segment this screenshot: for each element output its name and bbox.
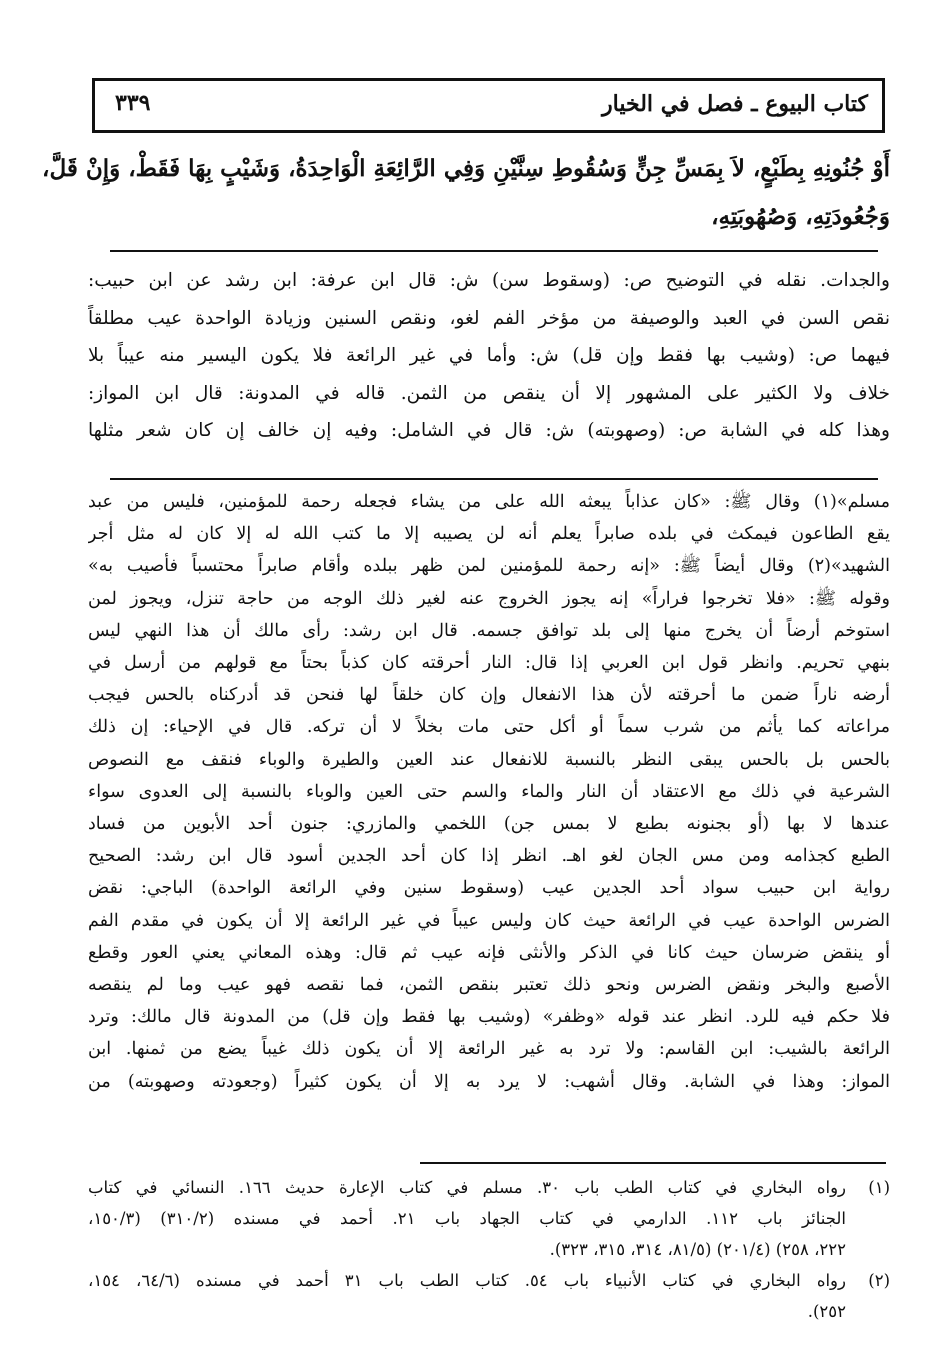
footnote-2	[88, 1265, 890, 1327]
footnote-line: ٢٥٢).	[807, 1302, 846, 1321]
footnote-number: (٢)	[868, 1271, 890, 1290]
gloss-line: بنهي تحريم. وانظر قول ابن العربي إذا قال: النار أحرقته كان كذباً بحتاً مع قولهم من أرسل في	[88, 653, 890, 674]
running-header	[92, 78, 885, 133]
divider-commentary-gloss	[110, 478, 878, 480]
chapter-title: كتاب البيوع ـ فصل في الخيار	[602, 91, 868, 117]
gloss-line: مراعاته كما يأثم من شرب سماً أو أكل حتى مات بخلاً لا أن تركه. قال في الإحياء: إن ذلك	[88, 717, 890, 738]
gloss-line: الضرس الواحدة عيب في الرائعة حيث كان وليس عيباً في غير الرائعة إلا أن يكون في مقدم الفم	[88, 910, 890, 931]
footnote-number: (١)	[868, 1178, 890, 1197]
gloss-line: مسلم»(١) وقال ﷺ: «كان عذاباً يبعثه الله على من يشاء فجعله رحمة للمؤمنين، فليس من عبد	[88, 492, 890, 512]
gloss-line: استوخم أرضاً أن يخرج منها إلى بلد توافق جسمه. قال ابن رشد: رأى مالك أن هذا النهي ليس	[88, 620, 890, 641]
gloss-text	[88, 486, 890, 1098]
main-text-line: وَجُعُودَتِهِ، وَصُهُوبَتِهِ،	[711, 203, 890, 230]
footnote-1	[88, 1172, 890, 1265]
footnote-line: الجنائز باب ١١٢. الدارمي في كتاب الجهاد باب ٢١. أحمد في مسنده (٣١٠/٢) (١٥٠/٣،	[88, 1209, 846, 1228]
footnote-separator	[420, 1162, 886, 1164]
gloss-line: الرائعة بالشيب: ابن القاسم: ولا ترد به غير الرائعة إلا أن يكون ذلك غيباً يضع من ثمنها. ابن	[88, 1039, 890, 1060]
gloss-line: الأصبع والبخر ونقض الضرس ونحو ذلك تعتبر بنقص الثمن، فما نقصه فهو عيب وما لم ينقصه	[88, 975, 890, 996]
gloss-line: الشهيد»(٢) وقال أيضاً ﷺ: «إنه رحمة للمؤمنين لمن ظهر ببلده وأقام صابراً محتسباً فأصيب به»	[88, 556, 890, 577]
gloss-line: المواز: وهذا في الشابة. وقال أشهب: لا يرد به إلا أن يكون كثيراً (وجعودته وصهوبته) من	[88, 1071, 890, 1092]
gloss-line: رواية ابن حبيب سواد أحد الجدين عيب (وسقوط سنين وفي الرائعة الواحدة) الباجي: نقض	[88, 878, 890, 899]
gloss-line: أو ينقض ضرسان حيث كانا في الذكر والأنثى فإنه عيب ثم قال: وهذه المعاني يعني العور وقطع	[88, 942, 890, 963]
gloss-line: عندها لا بها (أو بجنونه بطبع لا بمس جن) اللخمي والمازري: جنون أحد الأبوين من فساد	[88, 814, 890, 835]
gloss-line: الطبع كجذامه ومن مس الجان لغو اهـ. انظر إذا كان أحد الجدين أسود قال ابن رشد: الصحيح	[88, 846, 890, 867]
commentary-text	[88, 262, 890, 450]
divider-main-commentary	[110, 250, 878, 252]
footnote-line: رواه البخاري في كتاب الطب باب ٣٠. مسلم في كتاب الإعارة حديث ١٦٦. النسائي في كتاب	[88, 1178, 846, 1197]
footnote-line: ٢٢٢، ٢٥٨) (٢٠١/٤) (٨١/٥، ٣١٤، ٣١٥، ٣٢٣).	[549, 1240, 846, 1259]
page-number: ٣٣٩	[115, 90, 151, 116]
gloss-line: يقع الطاعون فيمكث في بلده صابراً يعلم أنه لن يصيبه إلا ما كتب الله له إلا كان له مثل أجر	[88, 524, 890, 545]
commentary-line: فيهما ص: (وشيب بها فقط وإن قل) ش: وأما في غير الرائعة فلا يكون اليسير منه عيباً بلا	[88, 345, 890, 366]
commentary-line: والجدات. نقله في التوضيح ص: (وسقوط سن) ش: قال ابن عرفة: ابن رشد عن ابن حبيب:	[88, 270, 890, 291]
main-text	[42, 145, 890, 241]
gloss-line: بالحس بل بالحس يبقى النظر بالنسبة للانفعال عند العين والطيرة والوباء فنقف مع النصوص	[88, 749, 890, 770]
commentary-line: وهذا كله في الشابة ص: (وصهوبته) ش: قال في الشامل: وفيه إن خالف إن كان شعر مثلها	[88, 420, 890, 441]
gloss-line: وقوله ﷺ: «فلا تخرجوا فراراً» إنه يجوز الخروج عنه لغير ذلك الوجه من حاجة تنزل، ويجوز لمن	[88, 588, 890, 609]
gloss-line: أرضه ناراً ضمن ما أحرقته لأن هذا الانفعال وإن كان خلقاً لها فنحن قد أدركناه بالحس فيجب	[88, 685, 890, 706]
footnotes	[88, 1172, 890, 1327]
commentary-line: نقص السن في العبد والوصيفة من مؤخر الفم لغو، ونقص السنين وزيادة الواحدة عيب مطلقاً	[88, 307, 890, 329]
commentary-line: خلاف ولا الكثير على المشهور إلا أن ينقص من الثمن. قاله في المدونة: قال ابن المواز:	[88, 382, 890, 404]
gloss-line: الشرعية في ذلك مع الاعتقاد أن النار والماء والسم حتى العين والوباء بالنسبة إلى العدوى سواء	[88, 781, 890, 802]
gloss-line: فلا حكم فيه للرد. انظر عند قوله «وظفر» (وشيب بها فقط وإن قل) من المدونة قال مالك: وترد	[88, 1007, 890, 1028]
footnote-line: رواه البخاري في كتاب الأنبياء باب ٥٤. كتاب الطب باب ٣١ أحمد في مسنده (٦٤/٦، ١٥٤،	[88, 1271, 846, 1290]
main-text-line: أَوْ جُنُونِهِ بِطَبْعٍ، لاَ بِمَسِّ جِنٍّ وَسُقُوطِ سِنَّيْنِ وَفِي الرَّائِعَةِ الْوَاحِدَةُ، وَشَيْبٍ بِهَا فَقَطْ، وَإِنْ قَلَّ،	[42, 155, 890, 182]
